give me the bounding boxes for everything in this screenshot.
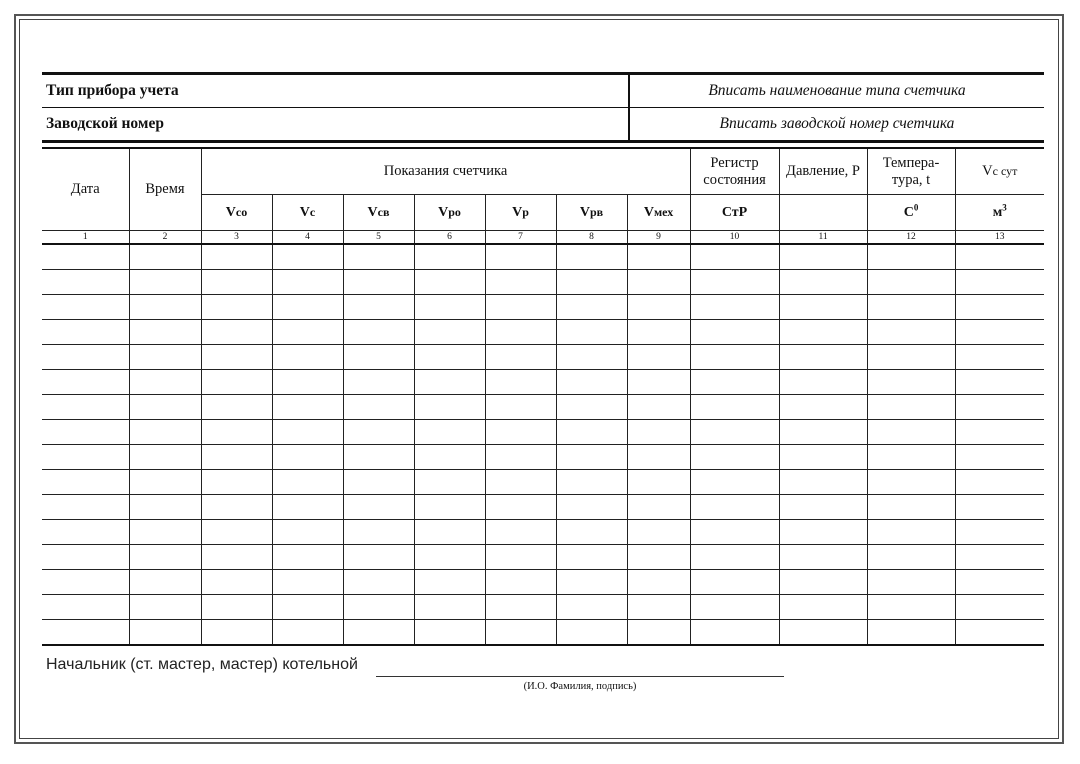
temp-unit-letter: C xyxy=(903,204,914,220)
table-cell[interactable] xyxy=(485,295,556,320)
table-cell[interactable] xyxy=(129,520,201,545)
subheader-vpb-sub: pв xyxy=(589,204,604,219)
table-cell[interactable] xyxy=(414,495,485,520)
table-cell[interactable] xyxy=(867,570,955,595)
table-cell[interactable] xyxy=(690,320,779,345)
table-cell[interactable] xyxy=(690,420,779,445)
subheader-vmex-main: V xyxy=(643,204,654,220)
table-cell[interactable] xyxy=(690,345,779,370)
table-cell[interactable] xyxy=(129,420,201,445)
table-cell[interactable] xyxy=(272,320,343,345)
subheader-vco xyxy=(201,195,272,231)
table-cell[interactable] xyxy=(955,495,1044,520)
subheader-str: СтР xyxy=(690,195,779,231)
table-cell[interactable] xyxy=(42,470,129,495)
table-cell[interactable] xyxy=(343,395,414,420)
subheader-vcb-sub: cв xyxy=(377,204,390,219)
table-cell[interactable] xyxy=(867,345,955,370)
table-cell[interactable] xyxy=(272,495,343,520)
table-cell[interactable] xyxy=(485,520,556,545)
table-cell[interactable] xyxy=(129,370,201,395)
table-cell[interactable] xyxy=(627,520,690,545)
table-row xyxy=(42,270,1044,295)
table-row xyxy=(42,470,1044,495)
table-cell[interactable] xyxy=(627,420,690,445)
column-number-row xyxy=(42,231,1044,245)
table-cell[interactable] xyxy=(485,495,556,520)
table-cell[interactable] xyxy=(201,620,272,646)
table-cell[interactable] xyxy=(867,295,955,320)
header-status-register xyxy=(690,148,779,195)
table-cell[interactable] xyxy=(627,570,690,595)
table-cell[interactable] xyxy=(272,445,343,470)
signature-line[interactable] xyxy=(376,676,784,677)
table-cell[interactable] xyxy=(690,545,779,570)
table-cell[interactable] xyxy=(272,520,343,545)
table-cell[interactable] xyxy=(129,620,201,646)
table-cell[interactable] xyxy=(867,370,955,395)
table-cell[interactable] xyxy=(272,420,343,445)
table-cell[interactable] xyxy=(485,545,556,570)
table-cell[interactable] xyxy=(867,244,955,270)
table-row xyxy=(42,320,1044,345)
table-cell[interactable] xyxy=(129,545,201,570)
table-cell[interactable] xyxy=(129,295,201,320)
header-status-register-line1: Регистр xyxy=(710,154,759,171)
subheader-pressure-unit xyxy=(779,195,867,231)
meter-type-label: Тип прибора учета xyxy=(42,74,629,108)
table-cell[interactable] xyxy=(414,620,485,646)
table-cell[interactable] xyxy=(272,244,343,270)
table-cell[interactable] xyxy=(627,620,690,646)
column-number: 13 xyxy=(955,231,1044,245)
table-cell[interactable] xyxy=(556,570,627,595)
table-cell[interactable] xyxy=(201,445,272,470)
table-cell[interactable] xyxy=(42,495,129,520)
table-cell[interactable] xyxy=(201,395,272,420)
table-row xyxy=(42,595,1044,620)
table-cell[interactable] xyxy=(627,270,690,295)
table-cell[interactable] xyxy=(556,620,627,646)
column-number: 2 xyxy=(129,231,201,245)
table-row xyxy=(42,244,1044,270)
table-cell[interactable] xyxy=(627,595,690,620)
subheader-vco-sub: co xyxy=(235,204,248,219)
table-cell[interactable] xyxy=(779,295,867,320)
table-cell[interactable] xyxy=(414,270,485,295)
table-cell[interactable] xyxy=(556,320,627,345)
table-cell[interactable] xyxy=(343,620,414,646)
subheader-vpo-main: V xyxy=(438,204,449,220)
table-cell[interactable] xyxy=(201,320,272,345)
table-cell[interactable] xyxy=(556,520,627,545)
table-cell[interactable] xyxy=(955,445,1044,470)
header-date: Дата xyxy=(42,148,129,231)
table-cell[interactable] xyxy=(414,595,485,620)
table-cell[interactable] xyxy=(955,620,1044,646)
subheader-vpo xyxy=(414,195,485,231)
table-cell[interactable] xyxy=(627,320,690,345)
table-cell[interactable] xyxy=(955,570,1044,595)
table-cell[interactable] xyxy=(201,570,272,595)
meter-type-field[interactable]: Вписать наименование типа счетчика xyxy=(629,74,1044,108)
table-cell[interactable] xyxy=(272,470,343,495)
table-cell[interactable] xyxy=(343,570,414,595)
table-cell[interactable] xyxy=(201,520,272,545)
table-cell[interactable] xyxy=(42,320,129,345)
table-cell[interactable] xyxy=(955,595,1044,620)
table-cell[interactable] xyxy=(343,420,414,445)
vol-unit-letter: м xyxy=(992,204,1003,220)
table-cell[interactable] xyxy=(485,270,556,295)
table-cell[interactable] xyxy=(343,545,414,570)
table-cell[interactable] xyxy=(556,295,627,320)
table-cell[interactable] xyxy=(343,320,414,345)
header-temperature-line2: тура, t xyxy=(891,171,931,188)
table-cell[interactable] xyxy=(42,520,129,545)
table-cell[interactable] xyxy=(201,345,272,370)
header-v-daily-sub: с сут xyxy=(992,164,1018,178)
table-cell[interactable] xyxy=(955,470,1044,495)
table-cell[interactable] xyxy=(556,345,627,370)
table-row xyxy=(42,620,1044,646)
column-number: 9 xyxy=(627,231,690,245)
table-cell[interactable] xyxy=(42,420,129,445)
table-row xyxy=(42,495,1044,520)
table-cell[interactable] xyxy=(867,520,955,545)
table-cell[interactable] xyxy=(414,370,485,395)
table-cell[interactable] xyxy=(627,445,690,470)
table-cell[interactable] xyxy=(627,370,690,395)
table-cell[interactable] xyxy=(627,545,690,570)
table-cell[interactable] xyxy=(690,495,779,520)
table-cell[interactable] xyxy=(556,420,627,445)
table-cell[interactable] xyxy=(272,595,343,620)
table-cell[interactable] xyxy=(201,295,272,320)
table-cell[interactable] xyxy=(201,270,272,295)
table-cell[interactable] xyxy=(201,495,272,520)
table-cell[interactable] xyxy=(201,545,272,570)
table-cell[interactable] xyxy=(867,620,955,646)
column-number: 7 xyxy=(485,231,556,245)
column-number: 11 xyxy=(779,231,867,245)
header-time: Время xyxy=(129,148,201,231)
table-cell[interactable] xyxy=(627,295,690,320)
table-row xyxy=(42,345,1044,370)
table-cell[interactable] xyxy=(201,370,272,395)
table-cell[interactable] xyxy=(867,595,955,620)
table-cell[interactable] xyxy=(485,570,556,595)
table-row xyxy=(42,420,1044,445)
subheader-vpb-main: V xyxy=(579,204,590,220)
table-cell[interactable] xyxy=(556,244,627,270)
table-cell[interactable] xyxy=(485,370,556,395)
table-cell[interactable] xyxy=(690,570,779,595)
table-cell[interactable] xyxy=(955,520,1044,545)
vol-unit-power: 3 xyxy=(1002,201,1007,212)
column-number: 12 xyxy=(867,231,955,245)
table-row xyxy=(42,445,1044,470)
table-cell[interactable] xyxy=(955,420,1044,445)
table-cell[interactable] xyxy=(867,470,955,495)
table-cell[interactable] xyxy=(129,244,201,270)
table-row xyxy=(42,295,1044,320)
column-number: 1 xyxy=(42,231,129,245)
table-cell[interactable] xyxy=(556,495,627,520)
table-cell[interactable] xyxy=(201,420,272,445)
header-temperature xyxy=(867,148,955,195)
column-number: 8 xyxy=(556,231,627,245)
temp-unit-degree: 0 xyxy=(913,201,919,212)
table-cell[interactable] xyxy=(414,420,485,445)
table-cell[interactable] xyxy=(485,320,556,345)
subheader-vc-sub: c xyxy=(309,204,316,219)
subheader-vpb xyxy=(556,195,627,231)
table-cell[interactable] xyxy=(343,270,414,295)
table-cell[interactable] xyxy=(414,244,485,270)
subheader-vp-sub: p xyxy=(522,204,529,219)
table-cell[interactable] xyxy=(955,320,1044,345)
table-cell[interactable] xyxy=(485,445,556,470)
table-cell[interactable] xyxy=(485,470,556,495)
table-cell[interactable] xyxy=(414,345,485,370)
table-row xyxy=(42,520,1044,545)
table-cell[interactable] xyxy=(272,295,343,320)
table-cell[interactable] xyxy=(556,270,627,295)
table-cell[interactable] xyxy=(779,395,867,420)
table-cell[interactable] xyxy=(867,545,955,570)
table-cell[interactable] xyxy=(485,595,556,620)
table-cell[interactable] xyxy=(779,545,867,570)
table-cell[interactable] xyxy=(42,545,129,570)
table-cell[interactable] xyxy=(627,345,690,370)
table-cell[interactable] xyxy=(129,495,201,520)
table-row xyxy=(42,545,1044,570)
meter-info-table xyxy=(42,72,1044,143)
table-cell[interactable] xyxy=(343,595,414,620)
subheader-vco-main: V xyxy=(225,204,236,220)
table-cell[interactable] xyxy=(867,320,955,345)
table-cell[interactable] xyxy=(272,345,343,370)
subheader-vcb-main: V xyxy=(367,204,378,220)
table-cell[interactable] xyxy=(690,244,779,270)
header-readings: Показания счетчика xyxy=(201,148,690,195)
table-cell[interactable] xyxy=(556,445,627,470)
table-cell[interactable] xyxy=(272,545,343,570)
signature-caption: (И.О. Фамилия, подпись) xyxy=(523,681,637,692)
table-cell[interactable] xyxy=(129,320,201,345)
table-cell[interactable] xyxy=(272,395,343,420)
table-cell[interactable] xyxy=(414,295,485,320)
table-cell[interactable] xyxy=(779,495,867,520)
table-cell[interactable] xyxy=(779,520,867,545)
table-cell[interactable] xyxy=(627,395,690,420)
table-cell[interactable] xyxy=(690,270,779,295)
header-pressure: Давление, P xyxy=(779,148,867,195)
table-cell[interactable] xyxy=(485,345,556,370)
table-cell[interactable] xyxy=(343,244,414,270)
table-cell[interactable] xyxy=(955,345,1044,370)
table-cell[interactable] xyxy=(272,370,343,395)
table-cell[interactable] xyxy=(129,445,201,470)
table-cell[interactable] xyxy=(779,445,867,470)
subheader-vmex xyxy=(627,195,690,231)
table-cell[interactable] xyxy=(129,395,201,420)
table-cell[interactable] xyxy=(627,244,690,270)
table-cell[interactable] xyxy=(955,270,1044,295)
table-row xyxy=(42,370,1044,395)
table-cell[interactable] xyxy=(414,395,485,420)
table-cell[interactable] xyxy=(42,445,129,470)
table-row xyxy=(42,395,1044,420)
table-cell[interactable] xyxy=(690,295,779,320)
table-cell[interactable] xyxy=(779,270,867,295)
table-cell[interactable] xyxy=(556,470,627,495)
table-cell[interactable] xyxy=(779,570,867,595)
table-cell[interactable] xyxy=(690,620,779,646)
table-cell[interactable] xyxy=(414,570,485,595)
signatory-label: Начальник (ст. мастер, мастер) котельной xyxy=(46,656,358,673)
table-cell[interactable] xyxy=(485,395,556,420)
header-temperature-line1: Темпера- xyxy=(882,154,940,171)
table-cell[interactable] xyxy=(42,295,129,320)
subheader-vmex-sub: мех xyxy=(653,204,674,219)
column-number: 5 xyxy=(343,231,414,245)
column-number: 3 xyxy=(201,231,272,245)
table-cell[interactable] xyxy=(690,370,779,395)
table-cell[interactable] xyxy=(690,395,779,420)
table-cell[interactable] xyxy=(42,620,129,646)
table-cell[interactable] xyxy=(129,570,201,595)
table-cell[interactable] xyxy=(690,520,779,545)
table-cell[interactable] xyxy=(129,345,201,370)
table-cell[interactable] xyxy=(485,620,556,646)
table-cell[interactable] xyxy=(867,445,955,470)
header-v-daily xyxy=(955,148,1044,195)
table-cell[interactable] xyxy=(955,295,1044,320)
table-cell[interactable] xyxy=(42,395,129,420)
table-cell[interactable] xyxy=(690,470,779,495)
table-cell[interactable] xyxy=(343,295,414,320)
column-number: 10 xyxy=(690,231,779,245)
column-number: 6 xyxy=(414,231,485,245)
table-cell[interactable] xyxy=(779,244,867,270)
table-cell[interactable] xyxy=(272,570,343,595)
table-cell[interactable] xyxy=(343,495,414,520)
table-cell[interactable] xyxy=(414,320,485,345)
table-cell[interactable] xyxy=(129,270,201,295)
table-cell[interactable] xyxy=(556,545,627,570)
table-cell[interactable] xyxy=(414,520,485,545)
subheader-vol-unit xyxy=(955,195,1044,231)
table-cell[interactable] xyxy=(867,420,955,445)
table-cell[interactable] xyxy=(42,595,129,620)
table-cell[interactable] xyxy=(955,244,1044,270)
table-cell[interactable] xyxy=(556,595,627,620)
serial-number-label: Заводской номер xyxy=(42,108,629,142)
table-cell[interactable] xyxy=(779,470,867,495)
subheader-vpo-sub: po xyxy=(448,204,461,219)
table-cell[interactable] xyxy=(414,470,485,495)
table-cell[interactable] xyxy=(955,545,1044,570)
table-cell[interactable] xyxy=(779,345,867,370)
table-cell[interactable] xyxy=(42,345,129,370)
table-cell[interactable] xyxy=(867,395,955,420)
table-cell[interactable] xyxy=(343,520,414,545)
table-cell[interactable] xyxy=(627,470,690,495)
table-cell[interactable] xyxy=(485,420,556,445)
table-cell[interactable] xyxy=(272,620,343,646)
table-cell[interactable] xyxy=(201,470,272,495)
table-cell[interactable] xyxy=(42,270,129,295)
table-cell[interactable] xyxy=(272,270,343,295)
subheader-vcb xyxy=(343,195,414,231)
table-cell[interactable] xyxy=(779,370,867,395)
subheader-vp xyxy=(485,195,556,231)
subheader-vp-main: V xyxy=(512,204,523,220)
subheader-vc-main: V xyxy=(299,204,310,220)
subheader-vc xyxy=(272,195,343,231)
table-cell[interactable] xyxy=(129,595,201,620)
table-cell[interactable] xyxy=(867,495,955,520)
table-row xyxy=(42,570,1044,595)
table-cell[interactable] xyxy=(867,270,955,295)
table-cell[interactable] xyxy=(556,370,627,395)
table-cell[interactable] xyxy=(42,244,129,270)
table-cell[interactable] xyxy=(485,244,556,270)
subheader-temp-unit xyxy=(867,195,955,231)
table-cell[interactable] xyxy=(627,495,690,520)
table-cell[interactable] xyxy=(129,470,201,495)
table-cell[interactable] xyxy=(414,445,485,470)
table-cell[interactable] xyxy=(42,570,129,595)
table-cell[interactable] xyxy=(414,545,485,570)
table-cell[interactable] xyxy=(955,395,1044,420)
table-cell[interactable] xyxy=(690,595,779,620)
table-cell[interactable] xyxy=(779,620,867,646)
table-cell[interactable] xyxy=(779,320,867,345)
serial-number-field[interactable]: Вписать заводской номер счетчика xyxy=(629,108,1044,142)
column-number: 4 xyxy=(272,231,343,245)
table-cell[interactable] xyxy=(343,370,414,395)
header-status-register-line2: состояния xyxy=(703,171,766,188)
table-cell[interactable] xyxy=(343,470,414,495)
table-cell[interactable] xyxy=(201,595,272,620)
table-cell[interactable] xyxy=(343,345,414,370)
table-cell[interactable] xyxy=(779,595,867,620)
table-cell[interactable] xyxy=(779,420,867,445)
header-v-daily-main: V xyxy=(982,163,993,179)
readings-log-table xyxy=(42,147,1044,646)
table-cell[interactable] xyxy=(201,244,272,270)
table-cell[interactable] xyxy=(343,445,414,470)
table-cell[interactable] xyxy=(42,370,129,395)
table-cell[interactable] xyxy=(556,395,627,420)
table-cell[interactable] xyxy=(955,370,1044,395)
table-cell[interactable] xyxy=(690,445,779,470)
